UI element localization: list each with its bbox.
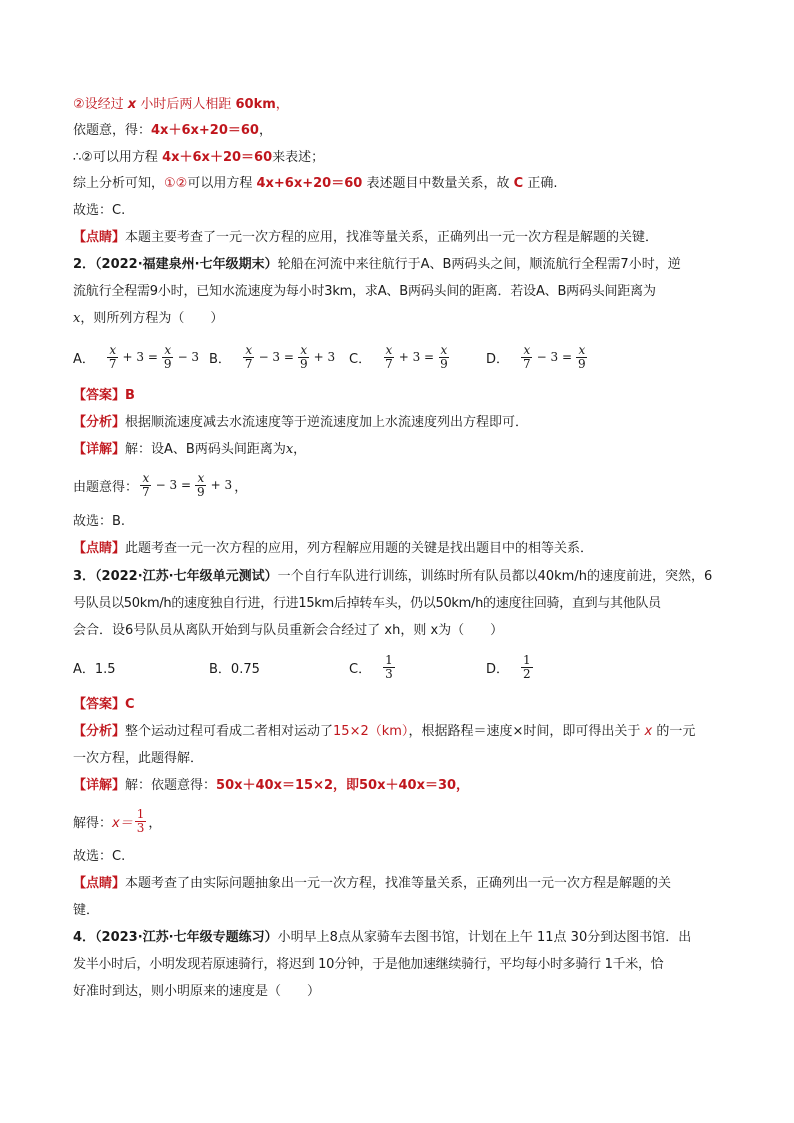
choose-line	[73, 202, 724, 220]
point-tag: 【点睛】	[73, 230, 126, 245]
text: 故选：C.	[73, 203, 126, 218]
text: 故选：C.	[73, 849, 126, 864]
text: 表述题目中数量关系，故	[366, 176, 510, 191]
option-letter: D．	[486, 661, 510, 677]
question-source: （2023·江苏·七年级专题练习）	[95, 930, 278, 945]
text: 流航行全程需9小时，已知水流速度为每小时3km，求A、B两码头间的距离．若设A、B两码头间距离为	[73, 284, 656, 299]
numerator: x	[300, 342, 308, 357]
fraction	[576, 344, 588, 371]
option-letter: D．	[486, 351, 510, 367]
solution-line-3	[73, 149, 724, 167]
option-text: B．0.75	[209, 661, 260, 677]
denominator: 7	[142, 484, 150, 499]
text: 综上分析可知，	[73, 176, 165, 191]
numerator: 1	[523, 652, 531, 667]
denominator: 3	[136, 820, 145, 835]
denominator: 7	[108, 356, 117, 371]
point-tag: 【点睛】	[73, 541, 126, 556]
text: ，	[148, 815, 162, 831]
q3-point-line-1	[73, 875, 724, 893]
text: ，	[234, 479, 248, 495]
operator: − 3 =	[258, 350, 294, 364]
text: 一个自行车队进行训练，训练时所有队员都以40km/h的速度前进，突然，6	[277, 569, 713, 584]
option-b[interactable]	[209, 342, 337, 372]
var-x: x	[285, 442, 294, 457]
text: 整个运动过程可看成二者相对运动了	[125, 724, 334, 739]
q3-analysis-line-2	[73, 750, 724, 768]
denominator: 9	[440, 356, 448, 371]
text: ②设经过	[73, 97, 124, 112]
denominator: 9	[578, 356, 586, 371]
text: ，根据路程＝速度×时间，即可得出关于	[408, 724, 641, 739]
text: 故选：B.	[73, 514, 126, 529]
numerator: x	[440, 342, 448, 357]
option-a[interactable]	[73, 342, 201, 372]
operator: − 3 =	[155, 478, 192, 492]
fraction	[140, 472, 152, 499]
answer-tag: 【答案】	[73, 697, 126, 712]
q3-answer	[73, 696, 724, 714]
q2-stem-line-3	[73, 310, 724, 328]
option-d[interactable]	[486, 342, 590, 372]
text: 好准时到达，则小明原来的速度是（ ）	[73, 984, 321, 999]
var-x: x	[644, 724, 653, 739]
q2-options	[73, 342, 724, 372]
operator: − 3 =	[536, 350, 573, 364]
numerator: x	[385, 342, 393, 357]
text: ，	[275, 97, 289, 112]
point-tag: 【点睛】	[73, 876, 126, 891]
solution-line-4	[73, 175, 724, 193]
text: 会合．设6号队员从离队开始到与队员重新会合经过了 xh，则 x为（ ）	[73, 623, 504, 638]
text: 此题考查一元一次方程的应用，列方程解应用题的关键是找出题目中的相等关系．	[125, 541, 594, 556]
numerator: 1	[385, 652, 393, 667]
fraction	[521, 344, 533, 371]
q3-analysis-line-1	[73, 723, 724, 741]
equation: 4x+6x+20＝60	[256, 176, 363, 191]
option-text: A．1.5	[73, 661, 116, 677]
text: 根据顺流速度减去水流速度等于逆流速度加上水流速度列出方程即可．	[125, 415, 529, 430]
text: ，	[293, 442, 307, 457]
denominator: 7	[244, 356, 253, 371]
fraction	[162, 344, 174, 371]
denominator: 9	[197, 484, 205, 499]
text: 解：设A、B两码头间距离为	[125, 442, 286, 457]
denominator: 9	[163, 356, 172, 371]
point-line	[73, 229, 724, 247]
question-source: （2022·江苏·七年级单元测试）	[95, 569, 278, 584]
option-letter: C．	[349, 351, 372, 367]
text: 可以用方程	[187, 176, 253, 191]
q2-detail	[73, 441, 724, 459]
text: 号队员以50km/h的速度独自行进，行进15km后掉转车头，仍以50km/h的速度往回骑，直到与其他队员	[73, 596, 661, 611]
option-letter: A．	[73, 351, 95, 367]
denominator: 9	[299, 356, 308, 371]
option-b[interactable]	[209, 652, 260, 682]
fraction	[383, 654, 395, 681]
text: 正确.	[527, 176, 558, 191]
numerator: x	[197, 470, 205, 485]
expression: 15×2（km）	[333, 724, 409, 739]
text: ，	[258, 123, 272, 138]
text: 小时后两人相距	[140, 97, 232, 112]
text: 依题意，得：	[73, 123, 152, 138]
detail-tag: 【详解】	[73, 778, 126, 793]
solution-line-1	[73, 96, 724, 114]
option-a[interactable]	[73, 652, 116, 682]
q3-solve-line	[73, 806, 724, 836]
q4-stem-line-3	[73, 983, 724, 1001]
text: 小明早上8点从家骑车去图书馆，计划在上午 11点 30分到达图书馆．出	[277, 930, 692, 945]
denominator: 7	[523, 356, 531, 371]
question-number: 4．	[73, 930, 96, 945]
fraction	[438, 344, 450, 371]
numerator: 1	[136, 806, 145, 821]
operator: + 3	[313, 350, 336, 364]
text: 本题主要考查了一元一次方程的应用，找准等量关系，正确列出一元一次方程是解题的关键．	[125, 230, 659, 245]
text: 本题考查了由实际问题抽象出一元一次方程，找准等量关系，正确列出一元一次方程是解题的关	[125, 876, 672, 891]
expression: x＝	[112, 815, 133, 831]
q3-options	[73, 652, 724, 682]
operator: − 3	[177, 350, 200, 364]
numerator: x	[523, 342, 531, 357]
option-c[interactable]	[349, 342, 452, 372]
solution-line-2	[73, 122, 724, 140]
text: 轮船在河流中来往航行于A、B两码头之间，顺流航行全程需7小时，逆	[277, 257, 681, 272]
fraction	[383, 344, 395, 371]
denominator: 2	[523, 666, 531, 681]
detail-tag: 【详解】	[73, 442, 126, 457]
numerator: x	[578, 342, 586, 357]
equation	[73, 470, 247, 500]
equation: 50x＋40x＝15×2，即50x＋40x＝30，	[216, 778, 470, 793]
analysis-tag: 【分析】	[73, 724, 126, 739]
text: 解得：	[73, 815, 113, 831]
option-letter: B．	[209, 351, 231, 367]
q3-choose	[73, 848, 724, 866]
text: 一次方程，此题得解．	[73, 751, 204, 766]
text: 的一元	[656, 724, 696, 739]
q2-stem-line-1	[73, 256, 724, 274]
analysis-tag: 【分析】	[73, 415, 126, 430]
option-letter: C．	[349, 661, 372, 677]
text: 发半小时后，小明发现若原速骑行，将迟到 10分钟，于是他加速继续骑行，平均每小时多骑行 1千米，恰	[73, 957, 664, 972]
circled-refs: ①②	[164, 176, 188, 191]
question-number: 2．	[73, 257, 96, 272]
q2-analysis	[73, 414, 724, 432]
text: ，则所列方程为（ ）	[80, 311, 224, 326]
answer-value: C	[125, 697, 135, 712]
q3-stem-line-3	[73, 622, 724, 640]
option-c[interactable]	[349, 652, 397, 682]
numerator: x	[109, 342, 117, 357]
q3-point-line-2	[73, 902, 724, 920]
denominator: 7	[385, 356, 393, 371]
q2-answer	[73, 387, 724, 405]
fraction	[243, 344, 255, 371]
var-x: x	[73, 311, 81, 326]
numerator: x	[245, 342, 253, 357]
denominator: 3	[385, 666, 393, 681]
q4-stem-line-1	[73, 929, 724, 947]
text: 由题意得：	[73, 479, 139, 495]
fraction	[521, 654, 533, 681]
fraction	[195, 472, 207, 499]
text: 键．	[73, 903, 100, 918]
fraction	[135, 808, 147, 835]
q2-equation-line	[73, 470, 724, 500]
q2-stem-line-2	[73, 283, 724, 301]
value: C	[513, 176, 524, 191]
equation: 4x＋6x＋20＝60	[162, 150, 273, 165]
answer-value: B	[125, 388, 135, 403]
q2-point	[73, 540, 724, 558]
question-number: 3．	[73, 569, 96, 584]
numerator: x	[142, 470, 150, 485]
q2-choose	[73, 513, 724, 531]
q4-stem-line-2	[73, 956, 724, 974]
operator: + 3 =	[398, 350, 435, 364]
operator: + 3 =	[122, 350, 158, 364]
answer-tag: 【答案】	[73, 388, 126, 403]
fraction	[107, 344, 119, 371]
numerator: x	[164, 342, 172, 357]
fraction	[298, 344, 310, 371]
equation: 4x＋6x+20＝60	[151, 123, 259, 138]
q3-stem-line-1	[73, 568, 724, 586]
text: 解：依题意得：	[125, 778, 217, 793]
solution	[73, 806, 161, 836]
q3-detail	[73, 777, 724, 795]
operator: + 3	[210, 478, 233, 492]
text: ∴②可以用方程	[73, 150, 158, 165]
text: 来表述；	[272, 150, 325, 165]
value: 60km	[235, 97, 276, 112]
q3-stem-line-2	[73, 595, 724, 613]
option-d[interactable]	[486, 652, 535, 682]
question-source: （2022·福建泉州·七年级期末）	[95, 257, 278, 272]
var-x: x	[127, 97, 137, 112]
